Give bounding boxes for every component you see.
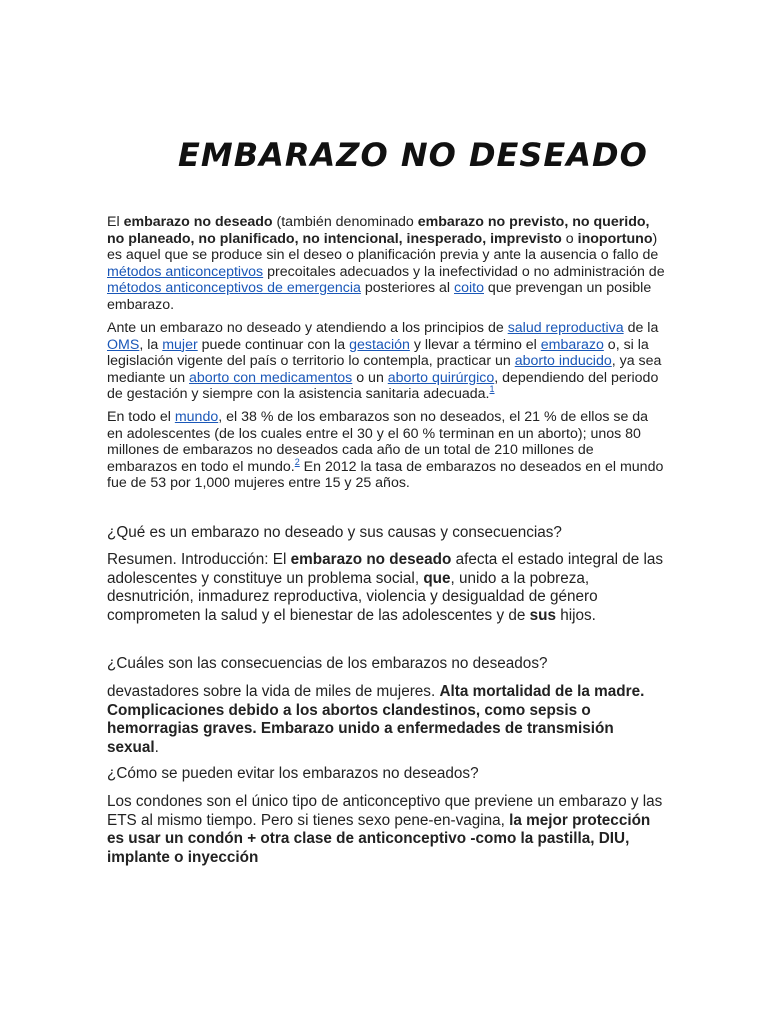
paragraph-statistics: En todo el mundo, el 38 % de los embarazos son no deseados, el 21 % de ellos se da en adolescentes (de los cuales entre el 30 y el 60 % terminan en un aborto); unos 80 millones de embarazos no deseados cada año de un total de 210 millones de embarazos en todo el mundo.$^2$ En 2012 la tasa de embarazos no deseados en el mundo fue de 53 por 1,000 mujeres entre 15 y 25 años. — [107, 409, 664, 492]
link-aborto-medicamentos[interactable]: aborto con medicamentos — [189, 369, 353, 386]
link-salud-reproductiva[interactable]: salud reproductiva — [507, 320, 624, 336]
answer-3: Los condones son el único tipo de anticonceptivo que previene un embarazo y las ETS al mismo tiempo. Pero si tienes sexo pene-en-vagina, la mejor protección es usar un condón + otra clase de anticonceptivo -como la pastilla, DIU, implante o inyección — [107, 793, 663, 866]
paragraph-definition: El embarazo no deseado (también denominado embarazo no previsto, no querido, no planeado, no planificado, no intencional, inesperado, imprevisto o inoportuno) es aquel que se produce sin el deseo o planificación previa y ante la ausencia o fallo de métodos anticonceptivos precoitales adecuados y la inefectividad o no administración de métodos anticonceptivos de emergencia posteriores al coito que prevengan un posible embarazo. — [107, 214, 665, 313]
answer-1: Resumen. Introducción: El embarazo no deseado afecta el estado integral de las adolescentes y constituye un problema social, que, unido a la pobreza, desnutrición, inmadurez reproductiva, violencia y desigualdad de género comprometen la salud y el bienestar de las adolescentes y de sus hijos. — [107, 551, 664, 624]
paragraph-options: Ante un embarazo no deseado y atendiendo a los principios de salud reproductiva de la OMS, la mujer puede continuar con la gestación y llevar a término el embarazo o, si la legislación vigente del país o territorio lo contempla, practicar un aborto inducido, ya sea mediante un aborto con medicamentos o un aborto quirúrgico, dependiendo del periodo de gestación y siempre con la asistencia sanitaria adecuada.$^1$ — [107, 320, 662, 403]
link-metodos-anticonceptivos[interactable]: métodos anticonceptivos — [107, 263, 264, 280]
answer-2: devastadores sobre la vida de miles de mujeres. Alta mortalidad de la madre. Complicaciones debido a los abortos clandestinos, como sepsis o hemorragias graves. Embarazo unido a enfermedades de transmisión sexual. — [107, 683, 645, 756]
bold-synonyms: embarazo no previsto, no querido, no planeado, no planificado, no intencional, inesperado, imprevisto — [107, 214, 650, 247]
question-3: ¿Cómo se pueden evitar los embarazos no deseados? — [107, 765, 479, 782]
link-metodos-emergencia[interactable]: métodos anticonceptivos de emergencia — [107, 280, 361, 297]
link-mundo[interactable]: mundo — [174, 409, 219, 425]
reference-2[interactable]: 2 — [294, 456, 300, 467]
link-embarazo[interactable]: embarazo — [540, 336, 604, 353]
reference-1[interactable]: 1 — [489, 384, 495, 395]
link-coito[interactable]: coito — [454, 280, 484, 297]
link-oms[interactable]: OMS — [107, 336, 140, 353]
question-1: ¿Qué es un embarazo no deseado y sus causas y consecuencias? — [107, 524, 562, 541]
question-2: ¿Cuáles son las consecuencias de los embarazos no deseados? — [107, 655, 548, 672]
bold-term-inoportuno: inoportuno — [577, 230, 653, 247]
link-gestacion[interactable]: gestación — [349, 336, 410, 353]
bold-term: embarazo no deseado — [123, 214, 273, 230]
link-mujer[interactable]: mujer — [162, 336, 198, 353]
link-aborto-quirurgico[interactable]: aborto quirúrgico — [387, 369, 495, 386]
page-title: EMBARAZO NO DESEADO — [178, 136, 648, 174]
link-aborto-inducido[interactable]: aborto inducido — [514, 353, 612, 370]
